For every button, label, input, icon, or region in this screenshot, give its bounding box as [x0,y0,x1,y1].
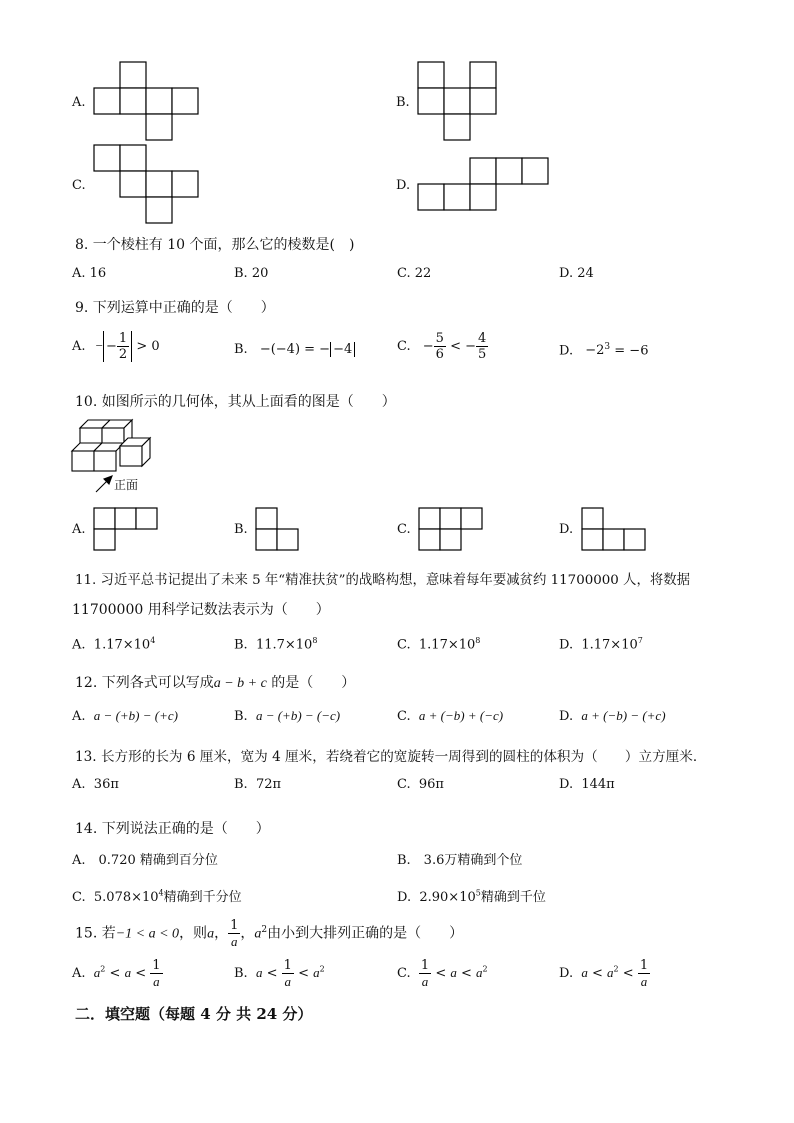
q15-option-a[interactable]: A. $a^2 < a$ < $\frac{1}{a}$ [72,958,161,989]
q10-option-b-label[interactable]: B. [234,522,248,537]
top-view-c-figure [419,508,482,550]
q9-a-post: > 0 [136,339,160,354]
solid-3d-figure [72,420,150,492]
q15-option-c[interactable]: C. $\frac{1}{a}$ < $a < a^2$ [397,958,488,989]
q14-option-c[interactable]: C. $5.078\times 10^4$精确到千分位 [72,888,242,905]
q13-stem: 13. 长方形的长为 6 厘米，宽为 4 厘米，若绕着它的宽旋转一周得到的圆柱的体积为（ ）立方厘米． [75,749,707,765]
top-view-b-figure [256,508,298,550]
q8-option-b[interactable]: B. 20 [234,266,269,281]
q14-option-d[interactable]: D. $2.90\times 10^5$精确到千位 [397,888,546,905]
q9-option-c[interactable] [397,331,488,362]
q13-option-b[interactable]: B. 72π [234,777,282,792]
q9-b-abs: −4 [330,342,355,357]
q9-option-b[interactable] [234,342,355,357]
q9-c-minus: − [422,339,434,354]
q9-option-b-label: B. [234,342,248,357]
q13-option-d[interactable]: D. 144π [559,777,615,792]
q9-c-fraction-1: $\frac{5}{6}$ [435,331,444,362]
q9-c-mid: < − [450,339,477,354]
q12-option-d[interactable]: D. a + (−b) − (+c) [559,708,666,724]
q14-option-a[interactable]: A. 0.720 精确到百分位 [72,853,218,868]
q9-a-fraction: $\frac{1}{2}$ [118,331,128,362]
q10-option-a-label[interactable]: A. [72,522,86,537]
q9-b-expr: −(−4) = − [259,342,331,357]
q13-option-a[interactable]: A. 36π [72,777,119,792]
q7-option-c-label[interactable]: C. [72,178,86,193]
front-view-label: 正面 [114,478,139,492]
q9-a-minus: − [95,338,104,353]
q11-option-c[interactable]: C. $1.17\times 10^8$ [397,636,481,653]
q15-stem: 15. 若−1 < a < 0，则a， $\frac{1}{a}$ ，$a^2$由小到大排列正确的是（ ） [75,918,464,949]
q7-option-d-label[interactable]: D. [396,178,411,193]
net-a-figure [94,62,198,140]
top-view-a-figure [94,508,157,550]
net-c-figure [94,145,198,223]
q12-option-a[interactable]: A. a − (+b) − (+c) [72,708,178,724]
q15-option-b[interactable]: B. a < $\frac{1}{a}$ < $a^2$ [234,958,325,989]
q15-condition: −1 < a < 0 [115,926,180,942]
q11-option-d[interactable]: D. $1.17\times 10^7$ [559,636,643,653]
q11-option-b[interactable]: B. $11.7\times 10^8$ [234,636,318,653]
q15-option-d[interactable]: D. $a < a^2$ < $\frac{1}{a}$ [559,958,649,989]
q12-option-b[interactable]: B. a − (+b) − (−c) [234,708,341,724]
q9-d-base: −2 [585,343,605,359]
q9-stem: 9. 下列运算中正确的是（ ） [75,300,275,316]
q8-option-c[interactable]: C. 22 [397,266,432,281]
q8-option-d[interactable]: D. 24 [559,266,594,281]
q14-stem: 14. 下列说法正确的是（ ） [75,821,270,837]
q9-option-a[interactable] [72,331,160,362]
q9-d-post: = −6 [610,343,649,359]
q8-option-a[interactable]: A. 16 [72,266,107,281]
q9-a-inner-minus: − [106,339,117,354]
q9-option-a-label: A. [72,339,86,354]
top-view-d-figure [582,508,645,550]
q11-option-a[interactable]: A. $1.17\times 10^4$ [72,636,156,653]
q11-stem-line1: 11. 习近平总书记提出了未来 5 年“精准扶贫”的战略构想，意味着每年要减贫约 11700000 人，将数据 [75,573,691,588]
net-d-figure [418,158,548,210]
q15-stem-fraction: $\frac{1}{a}$ [230,918,239,949]
section-2-title: 二．填空题（每题 4 分 共 24 分） [75,1005,313,1023]
q12-option-c[interactable]: C. a + (−b) + (−c) [397,708,504,724]
q10-option-c-label[interactable]: C. [397,522,411,537]
q12-stem-expression: a − b + c [213,676,267,691]
q8-stem: 8. 一个棱柱有 10 个面，那么它的棱数是( ) [75,237,355,253]
q7-option-b-label[interactable]: B. [396,95,410,110]
q12-stem: 12. 下列各式可以写成a − b + c 的是（ ） [75,675,356,691]
q13-option-c[interactable]: C. 96π [397,777,444,792]
q9-option-d-label: D. [559,343,574,359]
q9-c-fraction-2: $\frac{4}{5}$ [478,331,487,362]
q9-option-c-label: C. [397,339,411,354]
q9-d-exp: 3 [604,342,611,352]
q7-option-a-label[interactable]: A. [72,95,86,110]
net-b-figure [418,62,496,140]
q10-stem: 10. 如图所示的几何体，其从上面看的图是（ ） [75,394,396,410]
q14-option-b[interactable]: B. 3.6万精确到个位 [397,853,523,868]
q10-option-d-label[interactable]: D. [559,522,574,537]
q11-stem-line2: 11700000 用科学记数法表示为（ ） [72,602,330,618]
q9-option-d[interactable] [559,342,648,358]
